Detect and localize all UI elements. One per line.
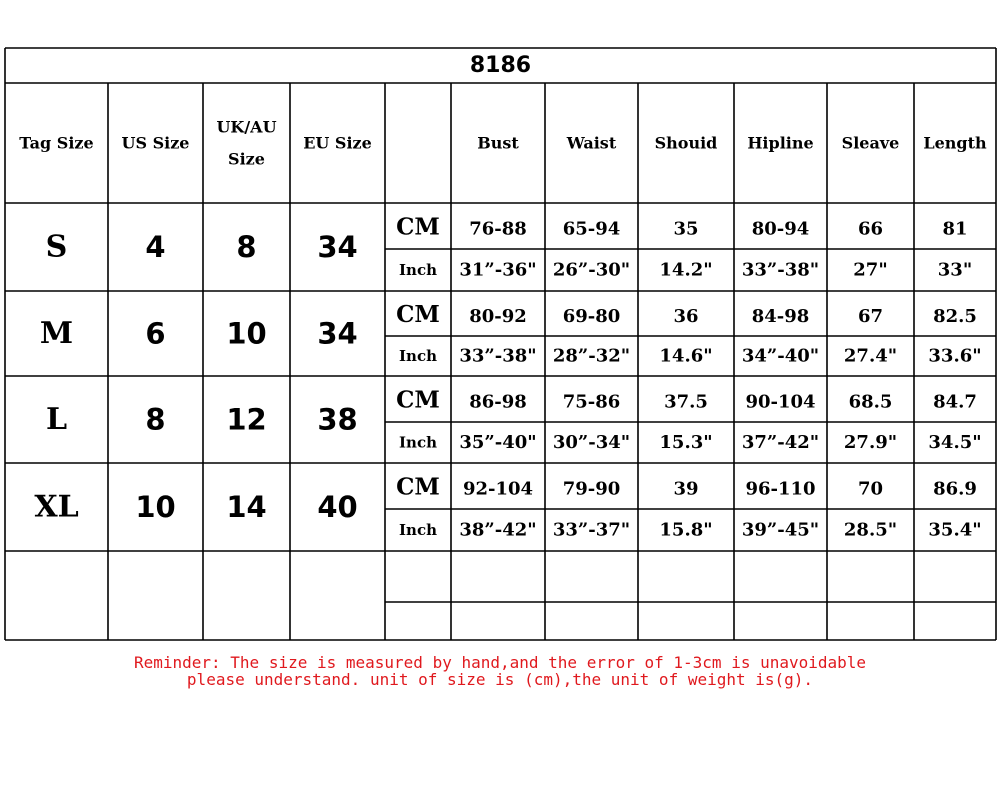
header-cell: Shouid <box>654 133 718 153</box>
measure-cm-cell: 86.9 <box>933 478 977 500</box>
measure-inch-cell: 31”-36" <box>459 259 537 281</box>
us-size-cell: 10 <box>135 490 176 524</box>
measure-inch-cell: 27" <box>853 259 888 281</box>
unit-cm-label: CM <box>396 386 440 414</box>
measure-inch-cell: 30”-34" <box>552 432 631 453</box>
measure-inch-cell: 28.5" <box>843 519 898 541</box>
tag-size-cell: L <box>45 402 68 437</box>
eu-size-cell: 38 <box>317 402 358 437</box>
measure-inch-cell: 28”-32" <box>552 345 631 367</box>
header-cell: UK/AU <box>216 117 277 137</box>
eu-size-cell: 34 <box>317 230 358 264</box>
unit-cm-label: CM <box>396 301 440 328</box>
measure-cm-cell: 86-98 <box>469 391 527 413</box>
reminder-line-2: please understand. unit of size is (cm),the unit of weight is(g). <box>186 670 814 689</box>
measure-inch-cell: 27.4" <box>843 345 898 367</box>
unit-inch-label: Inch <box>399 521 437 539</box>
measure-inch-cell: 27.9" <box>843 432 898 453</box>
header-cell: Hipline <box>747 133 814 153</box>
unit-inch-label: Inch <box>399 433 437 452</box>
measure-cm-cell: 35 <box>673 218 699 240</box>
us-size-cell: 8 <box>145 402 166 437</box>
header-cell: Size <box>228 149 265 169</box>
measure-cm-cell: 80-92 <box>469 306 527 327</box>
uk-size-cell: 8 <box>236 230 257 264</box>
measure-cm-cell: 84-98 <box>751 306 810 327</box>
measure-cm-cell: 81 <box>942 218 968 240</box>
measure-inch-cell: 35.4" <box>928 519 982 541</box>
reminder-note <box>0 654 1000 688</box>
measure-cm-cell: 80-94 <box>751 218 810 240</box>
measure-cm-cell: 79-90 <box>562 478 621 500</box>
header-cell: Tag Size <box>19 133 94 153</box>
measure-inch-cell: 39”-45" <box>741 519 820 541</box>
measure-inch-cell: 37”-42" <box>741 432 820 453</box>
measure-cm-cell: 69-80 <box>562 306 621 327</box>
measure-inch-cell: 34.5" <box>928 432 982 453</box>
measure-inch-cell: 14.6" <box>659 345 713 367</box>
measure-inch-cell: 14.2" <box>659 259 713 281</box>
measure-cm-cell: 67 <box>857 306 884 327</box>
measure-cm-cell: 68.5 <box>848 391 893 413</box>
measure-cm-cell: 90-104 <box>745 391 816 413</box>
tag-size-cell: S <box>45 229 68 265</box>
measure-cm-cell: 39 <box>673 478 699 500</box>
measure-inch-cell: 33”-38" <box>459 345 537 367</box>
measure-inch-cell: 15.3" <box>659 432 713 453</box>
measure-inch-cell: 33.6" <box>928 345 982 367</box>
measure-cm-cell: 37.5 <box>664 391 708 413</box>
unit-inch-label: Inch <box>399 347 437 365</box>
header-cell: Bust <box>477 133 519 153</box>
measure-cm-cell: 36 <box>673 306 699 327</box>
measure-cm-cell: 75-86 <box>562 391 621 413</box>
us-size-cell: 6 <box>145 316 166 351</box>
measure-cm-cell: 76-88 <box>469 218 527 240</box>
tag-size-cell: M <box>39 316 74 351</box>
measure-inch-cell: 33”-38" <box>741 259 820 281</box>
measure-cm-cell: 96-110 <box>745 478 816 500</box>
uk-size-cell: 12 <box>226 402 267 437</box>
measure-cm-cell: 82.5 <box>933 306 977 327</box>
header-cell: Length <box>923 133 987 153</box>
measure-cm-cell: 70 <box>857 478 884 500</box>
measure-inch-cell: 15.8" <box>659 519 713 541</box>
measure-cm-cell: 65-94 <box>562 218 621 240</box>
uk-size-cell: 10 <box>226 316 267 351</box>
unit-inch-label: Inch <box>399 261 437 279</box>
unit-cm-label: CM <box>396 473 440 501</box>
measure-cm-cell: 66 <box>857 218 884 240</box>
measure-cm-cell: 84.7 <box>933 391 977 413</box>
us-size-cell: 4 <box>145 230 166 264</box>
measure-inch-cell: 33" <box>937 259 973 281</box>
eu-size-cell: 34 <box>317 316 358 351</box>
header-cell: EU Size <box>303 133 372 153</box>
measure-inch-cell: 34”-40" <box>741 345 820 367</box>
header-cell: Waist <box>566 133 617 153</box>
eu-size-cell: 40 <box>317 490 358 524</box>
measure-inch-cell: 26”-30" <box>552 259 631 281</box>
tag-size-cell: XL <box>34 489 79 525</box>
measure-inch-cell: 35”-40" <box>459 432 537 453</box>
measure-cm-cell: 92-104 <box>462 478 534 500</box>
uk-size-cell: 14 <box>226 490 267 524</box>
measure-inch-cell: 33”-37" <box>552 519 631 541</box>
reminder-line-1: Reminder: The size is measured by hand,and the error of 1-3cm is unavoidable <box>133 653 867 672</box>
header-cell: Sleave <box>841 133 900 153</box>
table-title: 8186 <box>469 53 532 78</box>
header-cell: US Size <box>121 133 190 153</box>
measure-inch-cell: 38”-42" <box>459 519 537 541</box>
unit-cm-label: CM <box>396 213 440 241</box>
